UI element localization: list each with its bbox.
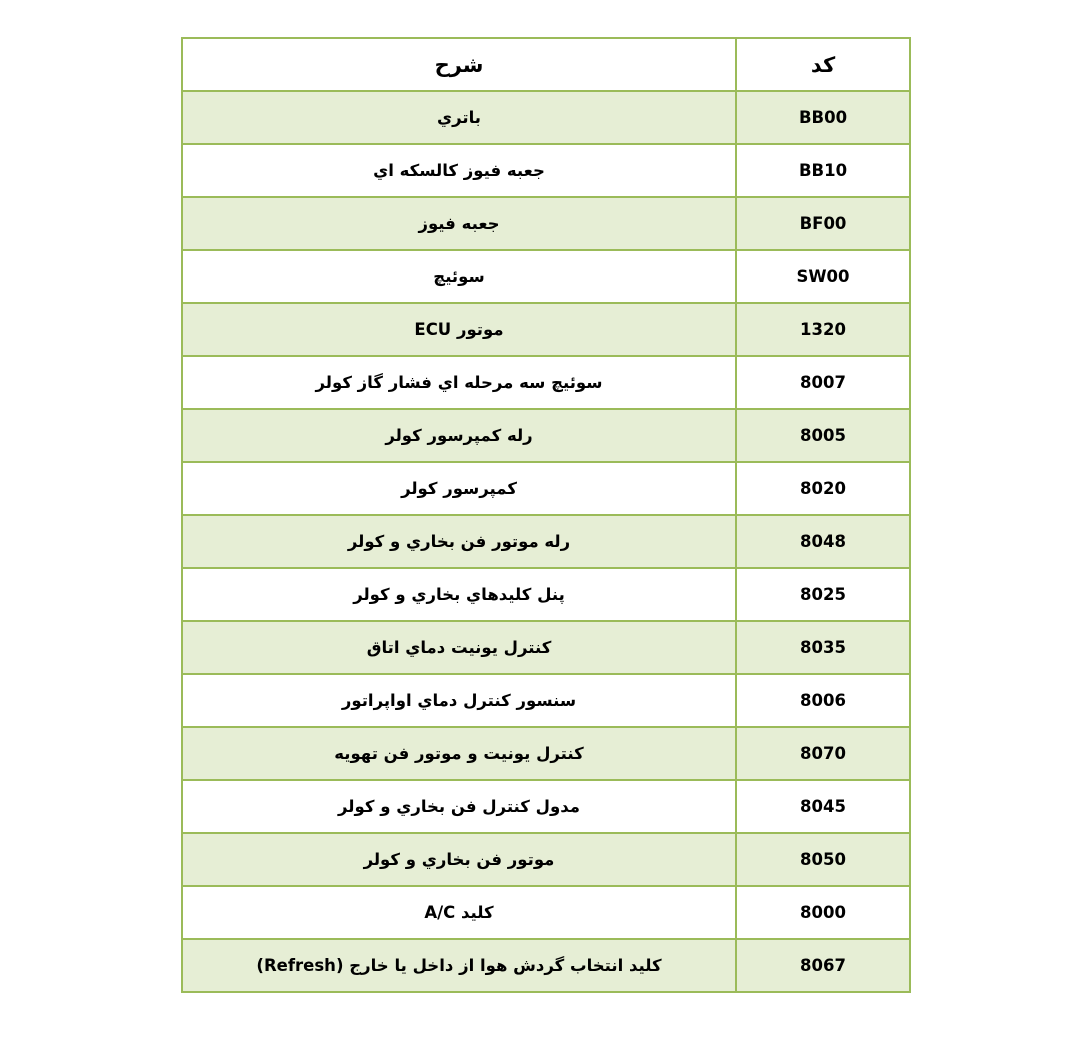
- table-row: [182, 780, 910, 833]
- table-row: [182, 515, 910, 568]
- row-description: رله موتور فن بخاري و کولر: [182, 515, 736, 568]
- row-description: سوئيچ سه مرحله اي فشار گاز کولر: [182, 356, 736, 409]
- table-row: [182, 727, 910, 780]
- row-code: BF00: [736, 197, 910, 250]
- header-code: کد: [736, 38, 910, 91]
- row-description: سوئيچ: [182, 250, 736, 303]
- row-code: BB00: [736, 91, 910, 144]
- row-code: 8070: [736, 727, 910, 780]
- row-description: موتور فن بخاري و کولر: [182, 833, 736, 886]
- row-code: 8007: [736, 356, 910, 409]
- table-row: [182, 197, 910, 250]
- row-description: ECU موتور: [182, 303, 736, 356]
- row-code: 8020: [736, 462, 910, 515]
- row-description: پنل کليدهاي بخاري و کولر: [182, 568, 736, 621]
- row-description: جعبه فيوز: [182, 197, 736, 250]
- row-description: رله کمپرسور کولر: [182, 409, 736, 462]
- row-code: 8006: [736, 674, 910, 727]
- table-row: [182, 621, 910, 674]
- row-code: 8067: [736, 939, 910, 992]
- table-row: [182, 303, 910, 356]
- table-row: [182, 91, 910, 144]
- row-description: سنسور کنترل دماي اواپراتور: [182, 674, 736, 727]
- row-code: BB10: [736, 144, 910, 197]
- table-header-row: [182, 38, 910, 91]
- row-description: کمپرسور کولر: [182, 462, 736, 515]
- row-code: 1320: [736, 303, 910, 356]
- table-row: [182, 250, 910, 303]
- row-description: باتري: [182, 91, 736, 144]
- row-code: 8045: [736, 780, 910, 833]
- row-description: جعبه فيوز کالسکه اي: [182, 144, 736, 197]
- row-description: کنترل يونيت و موتور فن تهويه: [182, 727, 736, 780]
- table-row: [182, 409, 910, 462]
- table-row: [182, 833, 910, 886]
- row-code: 8005: [736, 409, 910, 462]
- row-description: کنترل يونيت دماي اتاق: [182, 621, 736, 674]
- row-description: کليد انتخاب گردش هوا از داخل يا خارج (Refresh): [182, 939, 736, 992]
- row-description: مدول کنترل فن بخاري و کولر: [182, 780, 736, 833]
- row-code: SW00: [736, 250, 910, 303]
- header-description: شرح: [182, 38, 736, 91]
- row-description: کليد A/C: [182, 886, 736, 939]
- table-row: [182, 568, 910, 621]
- row-code: 8000: [736, 886, 910, 939]
- table-row: [182, 144, 910, 197]
- table-row: [182, 356, 910, 409]
- table-row: [182, 939, 910, 992]
- row-code: 8048: [736, 515, 910, 568]
- table-row: [182, 462, 910, 515]
- codes-table: [181, 37, 911, 993]
- row-code: 8050: [736, 833, 910, 886]
- row-code: 8025: [736, 568, 910, 621]
- table-row: [182, 886, 910, 939]
- table-row: [182, 674, 910, 727]
- row-code: 8035: [736, 621, 910, 674]
